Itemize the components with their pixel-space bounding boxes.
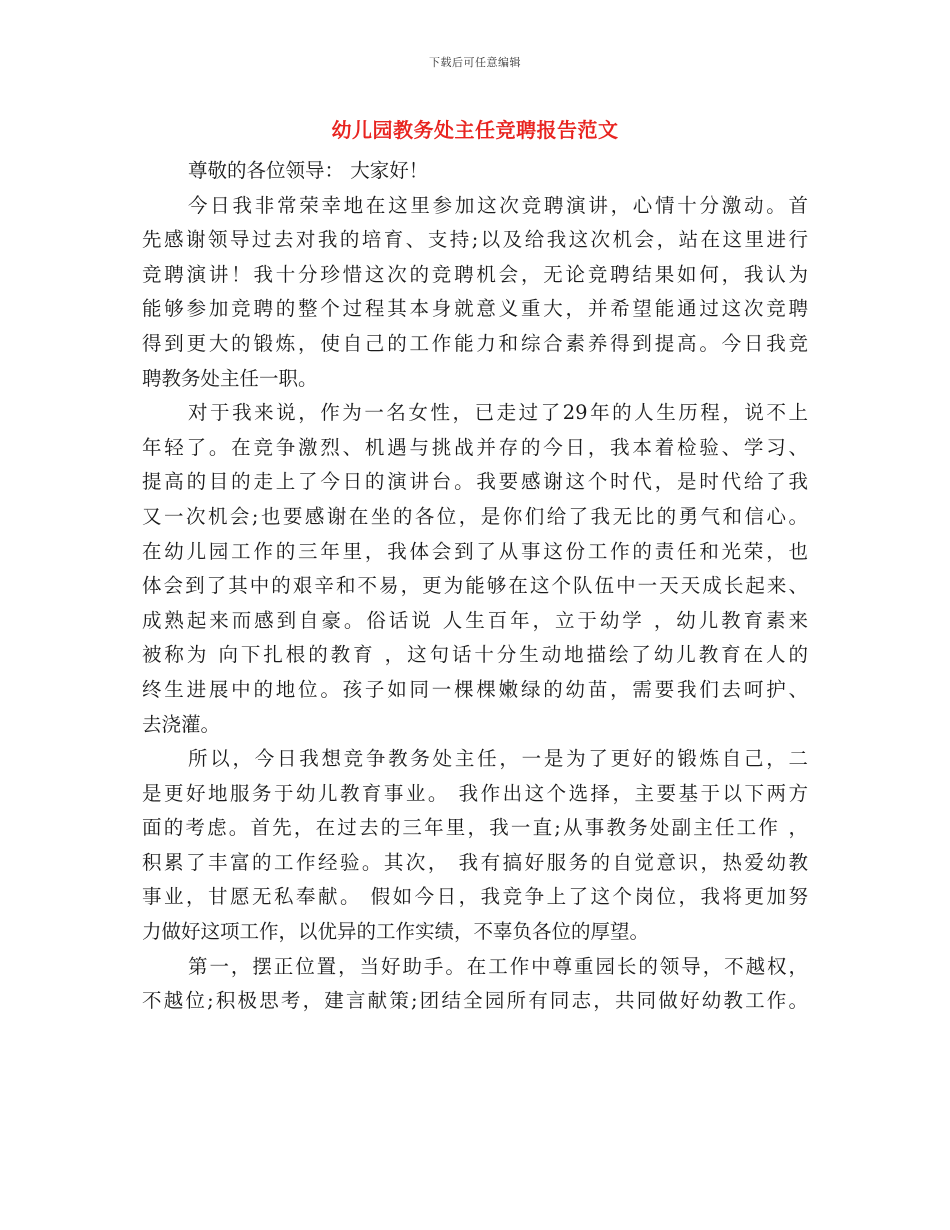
paragraph-line: 被称为 向下扎根的教育 ，这句话十分生动地描绘了幼儿教育在人的 [142,643,808,667]
paragraph-line: 积累了丰富的工作经验。其次， 我有搞好服务的自觉意识，热爱幼教 [142,850,808,874]
paragraph-line: 不越位;积极思考，建言献策;团结全园所有同志，共同做好幼教工作。 [142,989,808,1013]
paragraph-line: 聘教务处主任一职。 [142,366,318,390]
paragraph-line: 又一次机会;也要感谢在坐的各位，是你们给了我无比的勇气和信心。 [142,504,808,528]
paragraph-line: 得到更大的锻炼，使自己的工作能力和综合素养得到提高。今日我竞 [142,331,808,355]
paragraph-line: 面的考虑。首先，在过去的三年里，我一直;从事教务处副主任工作 ， [142,816,808,840]
paragraph-line: 所以，今日我想竞争教务处主任，一是为了更好的锻炼自己，二 [188,747,808,771]
paragraph-line: 对于我来说，作为一名女性，已走过了29年的人生历程，说不上 [188,401,808,425]
paragraph-line: 是更好地服务于幼儿教育事业。 我作出这个选择，主要基于以下两方 [142,781,808,805]
paragraph-line: 竞聘演讲！我十分珍惜这次的竞聘机会，无论竞聘结果如何，我认为 [142,262,808,286]
paragraph-line: 去浇灌。 [142,712,221,736]
document-body [142,154,808,1019]
paragraph-line: 在幼儿园工作的三年里，我体会到了从事这份工作的责任和光荣，也 [142,539,808,563]
paragraph-line: 第一，摆正位置，当好助手。在工作中尊重园长的领导，不越权， [188,954,808,978]
paragraph-line: 提高的目的走上了今日的演讲台。我要感谢这个时代，是时代给了我 [142,470,808,494]
paragraph-line: 终生进展中的地位。孩子如同一棵棵嫩绿的幼苗，需要我们去呵护、 [142,677,808,701]
paragraph-line: 能够参加竞聘的整个过程其本身就意义重大，并希望能通过这次竞聘 [142,297,808,321]
paragraph-line: 今日我非常荣幸地在这里参加这次竞聘演讲，心情十分激动。首 [188,193,808,217]
paragraph-line: 先感谢领导过去对我的培育、支持;以及给我这次机会，站在这里进行 [142,228,808,252]
paragraph-line: 力做好这项工作，以优异的工作实绩，不辜负各位的厚望。 [142,920,650,944]
salutation-line: 尊敬的各位领导： 大家好！ [188,159,429,182]
paragraph-line: 事业，甘愿无私奉献。 假如今日，我竞争上了这个岗位，我将更加努 [142,885,808,909]
paragraph-line: 成熟起来而感到自豪。俗话说 人生百年，立于幼学 ，幼儿教育素来 [142,608,808,632]
paragraph-line: 年轻了。在竞争激烈、机遇与挑战并存的今日，我本着检验、学习、 [142,435,808,459]
paragraph-line: 体会到了其中的艰辛和不易，更为能够在这个队伍中一天天成长起来、 [142,574,808,598]
header-note: 下载后可任意编辑 [429,56,521,69]
document-title: 幼儿园教务处主任竞聘报告范文 [331,118,619,142]
